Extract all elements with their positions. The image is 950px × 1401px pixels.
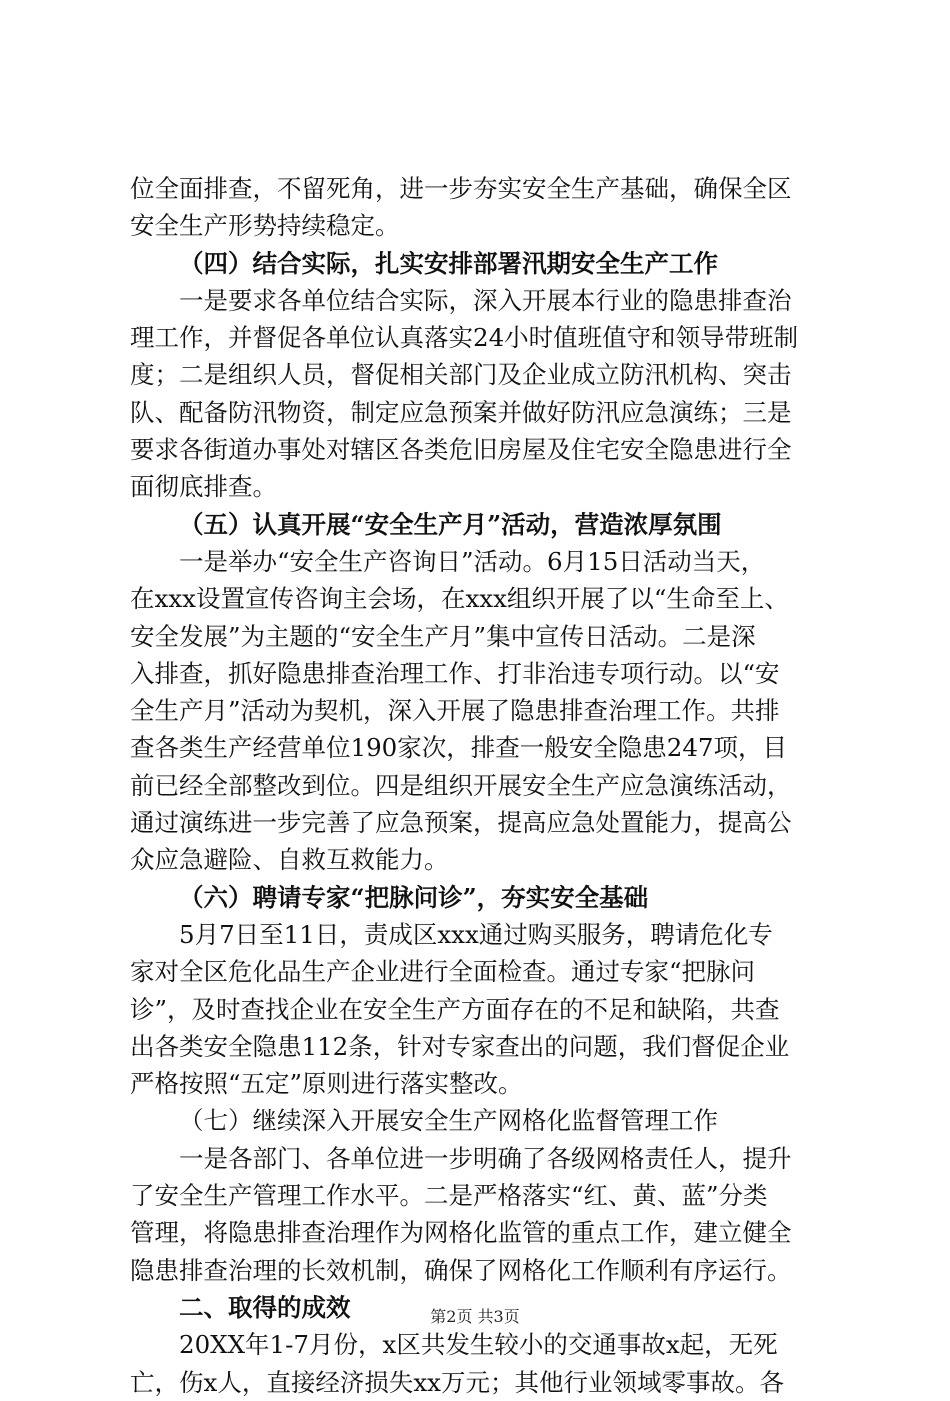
section-heading: （六）聘请专家“把脉问诊”，夯实安全基础 <box>179 882 649 912</box>
paragraph-line: 前已经全部整改到位。四是组织开展安全生产应急演练活动， <box>130 770 792 800</box>
paragraph-line: 严格按照“五定”原则进行落实整改。 <box>130 1069 523 1099</box>
section-heading: （四）结合实际，扎实安排部署汛期安全生产工作 <box>179 248 718 278</box>
paragraph-line: 5月7日至11日，责成区xxx通过购买服务，聘请危化专 <box>179 919 773 949</box>
paragraph-line: 诊”，及时查找企业在安全生产方面存在的不足和缺陷，共查 <box>130 994 780 1024</box>
paragraph-line: 全生产月”活动为契机，深入开展了隐患排查治理工作。共排 <box>130 696 780 726</box>
section-heading: （五）认真开展“安全生产月”活动，营造浓厚氛围 <box>179 509 722 539</box>
paragraph-line: 一是举办“安全生产咨询日”活动。6月15日活动当天， <box>179 546 766 576</box>
paragraph-line: 位全面排查，不留死角，进一步夯实安全生产基础，确保全区 <box>130 174 792 203</box>
paragraph-line: 安全发展”为主题的“安全生产月”集中宣传日活动。二是深 <box>130 621 756 651</box>
paragraph-line: 面彻底排查。 <box>130 472 277 502</box>
paragraph-line: 在xxx设置宣传咨询主会场，在xxx组织开展了以“生命至上、 <box>130 584 789 614</box>
paragraph-line: 20XX年1-7月份，x区共发生较小的交通事故x起，无死 <box>179 1330 778 1360</box>
paragraph-line: 亡，伤x人，直接经济损失xx万元；其他行业领域零事故。各 <box>130 1367 784 1397</box>
paragraph-line: 隐患排查治理的长效机制，确保了网格化工作顺利有序运行。 <box>130 1255 792 1285</box>
section-heading: 二、取得的成效 <box>179 1292 351 1322</box>
paragraph-line: 要求各街道办事处对辖区各类危旧房屋及住宅安全隐患进行全 <box>130 435 792 465</box>
section-heading: （七）继续深入开展安全生产网格化监督管理工作 <box>179 1106 718 1136</box>
paragraph-line: 家对全区危化品生产企业进行全面检查。通过专家“把脉问 <box>130 957 756 987</box>
paragraph-line: 通过演练进一步完善了应急预案，提高应急处置能力，提高公 <box>130 808 792 838</box>
paragraph-line: 出各类安全隐患112条，针对专家查出的问题，我们督促企业 <box>130 1031 790 1061</box>
paragraph-line: 众应急避险、自救互救能力。 <box>130 845 449 875</box>
document-body <box>130 170 830 1401</box>
paragraph-line: 一是各部门、各单位进一步明确了各级网格责任人，提升 <box>179 1143 792 1173</box>
paragraph-line: 管理，将隐患排查治理作为网格化监管的重点工作，建立健全 <box>130 1218 792 1248</box>
paragraph-line: 查各类生产经营单位190家次，排查一般安全隐患247项，目 <box>130 733 788 763</box>
paragraph-line: 了安全生产管理工作水平。二是严格落实“红、黄、蓝”分类 <box>130 1181 768 1211</box>
paragraph-line: 一是要求各单位结合实际，深入开展本行业的隐患排查治 <box>179 285 792 315</box>
paragraph-line: 度；二是组织人员，督促相关部门及企业成立防汛机构、突击 <box>130 360 792 390</box>
paragraph-line: 入排查，抓好隐患排查治理工作、打非治违专项行动。以“安 <box>130 658 780 688</box>
paragraph-line: 安全生产形势持续稳定。 <box>130 211 400 241</box>
paragraph-line: 理工作，并督促各单位认真落实24小时值班值守和领导带班制 <box>130 323 799 353</box>
paragraph-line: 队、配备防汛物资，制定应急预案并做好防汛应急演练；三是 <box>130 397 792 427</box>
page-footer: 第2页 共3页 <box>430 1307 520 1326</box>
